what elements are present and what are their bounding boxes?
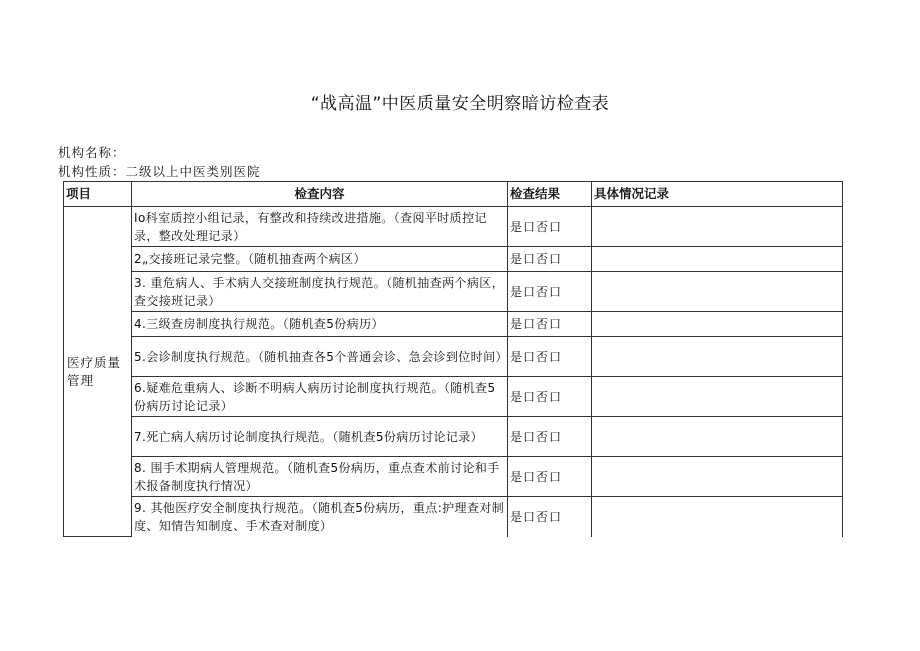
- header-item: 项目: [64, 182, 132, 207]
- check-content: 3. 重危病人、手术病人交接班制度执行规范。（随机抽查两个病区，查交接班记录）: [132, 272, 508, 312]
- table-row: [64, 417, 843, 457]
- table-row: [64, 377, 843, 417]
- check-result[interactable]: 是口否口: [508, 417, 592, 457]
- institution-name-label: 机构名称：: [58, 145, 126, 160]
- check-content: 2„交接班记录完整。（随机抽查两个病区）: [132, 247, 508, 272]
- table-row: [64, 337, 843, 377]
- table-row: [64, 457, 843, 497]
- check-content: 8. 围手术期病人管理规范。（随机查5份病历，重点查术前讨论和手术报备制度执行情况）: [132, 457, 508, 497]
- table-row: [64, 247, 843, 272]
- check-content: 9. 其他医疗安全制度执行规范。（随机查5份病历，重点:护理查对制度、知情告知制度、手术查对制度）: [132, 497, 508, 537]
- check-result[interactable]: 是口否口: [508, 312, 592, 337]
- page-title: “战高温”中医质量安全明察暗访检查表: [310, 94, 610, 114]
- record-cell[interactable]: [592, 207, 843, 247]
- header-record: 具体情况记录: [592, 182, 843, 207]
- check-result[interactable]: 是口否口: [508, 207, 592, 247]
- check-result[interactable]: 是口否口: [508, 337, 592, 377]
- check-content: 5.会诊制度执行规范。（随机抽查各5个普通会诊、急会诊到位时间）: [132, 337, 508, 377]
- check-content: 6.疑难危重病人、诊断不明病人病历讨论制度执行规范。（随机查5份病历讨论记录）: [132, 377, 508, 417]
- institution-type-label: 机构性质：二级以上中医类别医院: [58, 164, 261, 179]
- check-content: Io科室质控小组记录，有整改和持续改进措施。（查阅平时质控记录，整改处理记录）: [132, 207, 508, 247]
- record-cell[interactable]: [592, 272, 843, 312]
- table-row: [64, 497, 843, 537]
- check-result[interactable]: 是口否口: [508, 377, 592, 417]
- record-cell[interactable]: [592, 377, 843, 417]
- table-row: [64, 207, 843, 247]
- check-result[interactable]: 是口否口: [508, 497, 592, 537]
- record-cell[interactable]: [592, 457, 843, 497]
- inspection-table: [63, 181, 843, 537]
- record-cell[interactable]: [592, 417, 843, 457]
- record-cell[interactable]: [592, 497, 843, 537]
- record-cell[interactable]: [592, 312, 843, 337]
- record-cell[interactable]: [592, 247, 843, 272]
- check-content: 7.死亡病人病历讨论制度执行规范。（随机查5份病历讨论记录）: [132, 417, 508, 457]
- header-content: 检查内容: [132, 182, 508, 207]
- check-result[interactable]: 是口否口: [508, 457, 592, 497]
- table-row: [64, 272, 843, 312]
- header-result: 检查结果: [508, 182, 592, 207]
- check-content: 4.三级查房制度执行规范。（随机查5份病历）: [132, 312, 508, 337]
- check-result[interactable]: 是口否口: [508, 247, 592, 272]
- table-row: [64, 312, 843, 337]
- check-result[interactable]: 是口否口: [508, 272, 592, 312]
- category-cell: 医疗质量管理: [64, 207, 132, 537]
- table-header-row: [64, 182, 843, 207]
- record-cell[interactable]: [592, 337, 843, 377]
